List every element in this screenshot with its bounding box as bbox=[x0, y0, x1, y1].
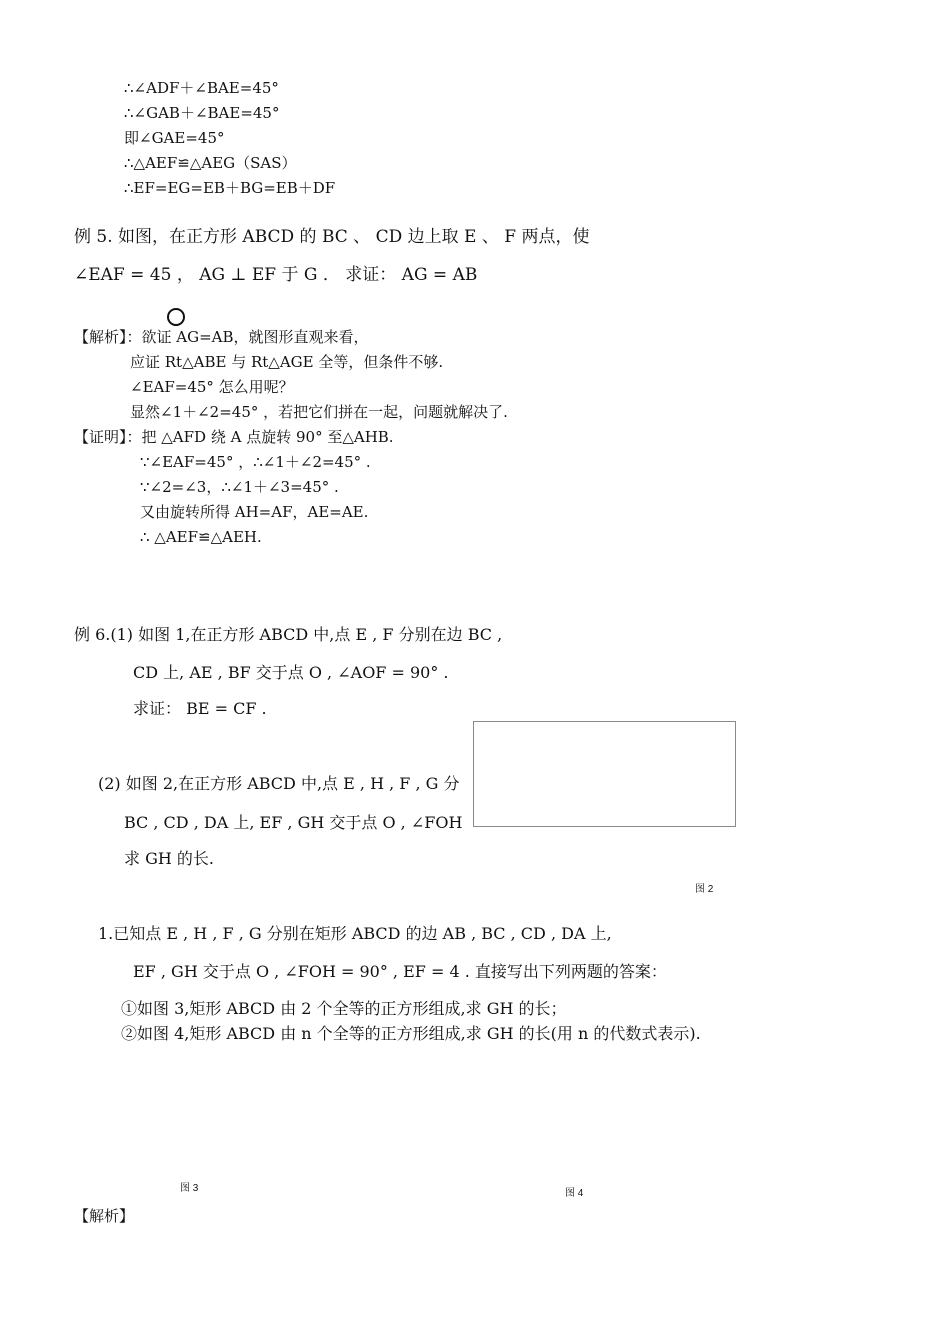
proof-line-2: ∴∠GAB＋∠BAE=45° bbox=[124, 104, 280, 122]
example5-analysis-line3: ∠EAF=45° 怎么用呢？ bbox=[130, 378, 294, 396]
figure-3-caption: 图 3 bbox=[180, 1183, 199, 1194]
proof-line-5: ∴EF=EG=EB＋BG=EB＋DF bbox=[124, 179, 336, 197]
question1-line1: 1.已知点 E , H , F , G 分别在矩形 ABCD 的边 AB , BC , CD , DA 上, bbox=[98, 924, 612, 943]
example6-part2-line2: BC , CD , DA 上, EF , GH 交于点 O , ∠FOH bbox=[124, 813, 463, 832]
example5-proof-line5: ∴ △AEF≌△AEH. bbox=[140, 528, 262, 546]
question1-line2: EF , GH 交于点 O , ∠FOH = 90° , EF = 4 . 直接写出下列两题的答案： bbox=[133, 962, 667, 981]
figure-2-box bbox=[473, 721, 736, 827]
question1-item2: ②如图 4,矩形 ABCD 由 n 个全等的正方形组成,求 GH 的长(用 n 的代数式表示). bbox=[121, 1024, 701, 1043]
example6-part1-line1: 例 6.(1) 如图 1,在正方形 ABCD 中,点 E , F 分别在边 BC , bbox=[74, 625, 503, 644]
example5-proof-line4: 又由旋转所得 AH=AF，AE=AE. bbox=[140, 503, 369, 521]
circle-mark-icon bbox=[167, 308, 185, 326]
example5-proof-line2: ∵∠EAF=45° ，∴∠1＋∠2=45° . bbox=[140, 453, 371, 471]
example5-analysis-line4: 显然∠1＋∠2=45° ，若把它们拼在一起，问题就解决了. bbox=[130, 403, 508, 421]
proof-line-1: ∴∠ADF＋∠BAE=45° bbox=[124, 79, 279, 97]
example5-proof-line1: 【证明】：把 △AFD 绕 A 点旋转 90° 至△AHB. bbox=[74, 428, 394, 446]
proof-line-3: 即∠GAE=45° bbox=[124, 129, 225, 147]
question1-item1: ①如图 3,矩形 ABCD 由 2 个全等的正方形组成,求 GH 的长； bbox=[121, 999, 567, 1018]
example6-part2-line1: (2) 如图 2,在正方形 ABCD 中,点 E , H , F , G 分 bbox=[98, 774, 460, 793]
example5-statement-line2: ∠EAF = 45 ， AG ⊥ EF 于 G ． 求证： AG = AB bbox=[74, 265, 478, 285]
example5-proof-line3: ∵∠2=∠3，∴∠1＋∠3=45° . bbox=[140, 478, 339, 496]
example5-analysis-line2: 应证 Rt△ABE 与 Rt△AGE 全等，但条件不够. bbox=[130, 353, 444, 371]
example6-part2-line3: 求 GH 的长. bbox=[124, 849, 214, 868]
figure-4-caption: 图 4 bbox=[565, 1188, 584, 1199]
example6-part1-line2: CD 上, AE , BF 交于点 O , ∠AOF = 90° . bbox=[133, 663, 449, 682]
example5-analysis-line1: 【解析】：欲证 AG=AB，就图形直观来看， bbox=[74, 328, 369, 346]
proof-line-4: ∴△AEF≌△AEG（SAS） bbox=[124, 154, 297, 172]
figure-2-caption: 图 2 bbox=[695, 884, 714, 895]
example5-statement-line1: 例 5. 如图，在正方形 ABCD 的 BC 、 CD 边上取 E 、 F 两点，使 bbox=[74, 227, 590, 247]
final-analysis-heading: 【解析】 bbox=[74, 1207, 135, 1225]
example6-part1-line3: 求证： BE = CF . bbox=[133, 699, 267, 718]
